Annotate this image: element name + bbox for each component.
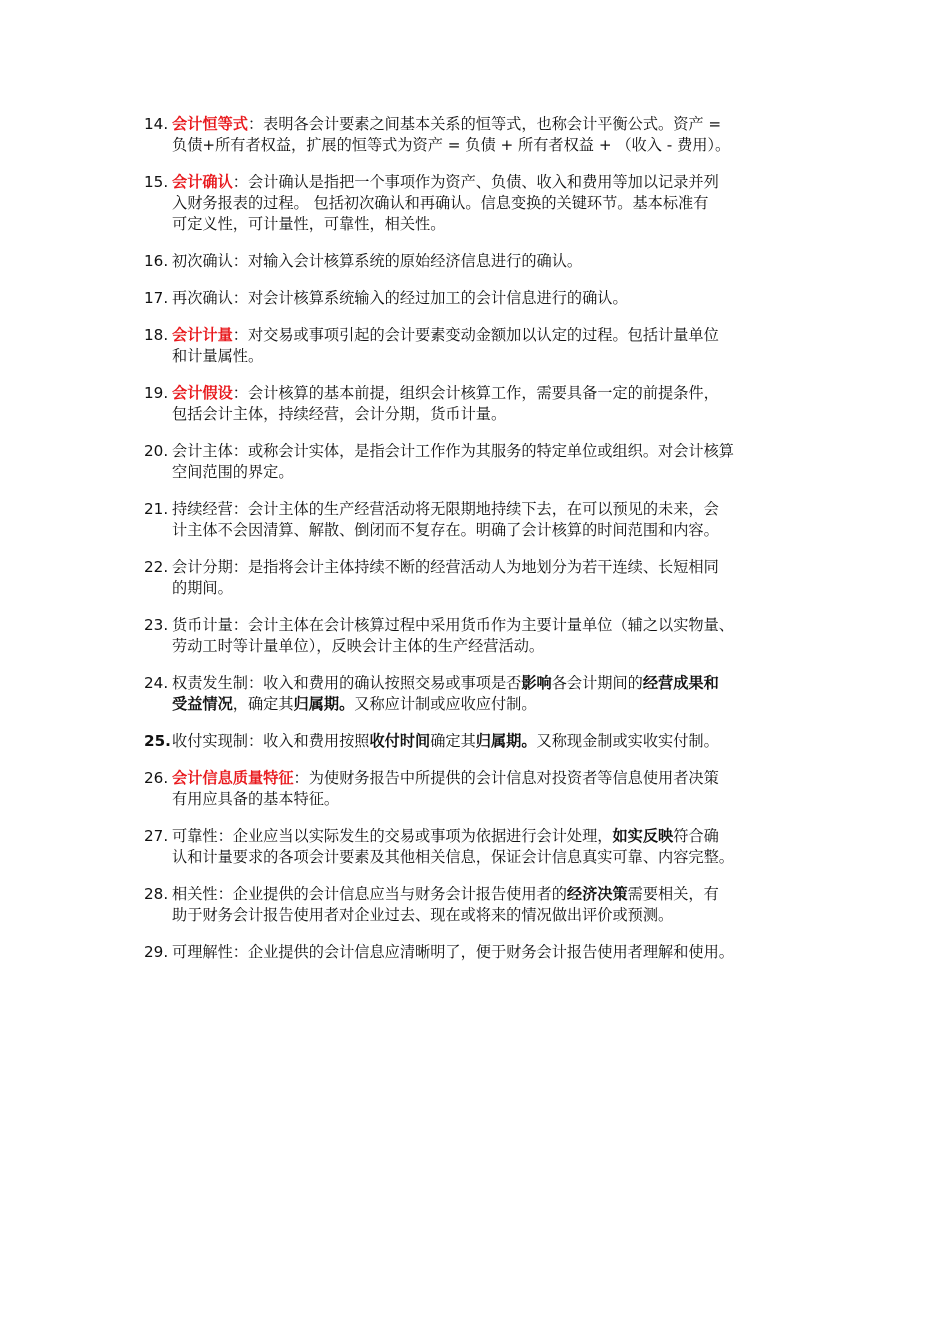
text-segment: 入财务报表的过程。 包括初次确认和再确认。信息变换的关键环节。基本标准有: [172, 194, 709, 212]
bold-emphasis: 归属期。: [293, 695, 355, 713]
list-item: [144, 884, 834, 926]
item-number: 23.: [144, 616, 169, 634]
list-item: [144, 441, 834, 483]
item-number: 16.: [144, 252, 169, 270]
text-line: [172, 346, 834, 367]
text-line: [172, 615, 834, 636]
list-item: [144, 557, 834, 599]
text-segment: 负债+所有者权益，扩展的恒等式为资产 = 负债 + 所有者权益 + （收入 - 费用）。: [172, 136, 731, 154]
text-line: [172, 826, 834, 847]
definition-list: [144, 114, 834, 979]
text-line: [172, 768, 834, 789]
text-segment: 权责发生制：收入和费用的确认按照交易或事项是否: [172, 674, 522, 692]
text-line: [172, 578, 834, 599]
list-item: [144, 288, 834, 309]
term-highlight: 会计信息质量特征: [172, 769, 294, 787]
text-line: [172, 193, 834, 214]
text-segment: 包括会计主体，持续经营，会计分期，货币计量。: [172, 405, 507, 423]
list-item: [144, 251, 834, 272]
item-number: 29.: [144, 943, 169, 961]
item-number: 22.: [144, 558, 169, 576]
text-line: [172, 325, 834, 346]
item-number: 14.: [144, 115, 169, 133]
text-line: [172, 288, 834, 309]
text-segment: 助于财务会计报告使用者对企业过去、现在或将来的情况做出评价或预测。: [172, 906, 674, 924]
list-item: [144, 942, 834, 963]
text-segment: 会计分期：是指将会计主体持续不断的经营活动人为地划分为若干连续、长短相同: [172, 558, 719, 576]
list-item: [144, 731, 834, 752]
item-number: 24.: [144, 674, 169, 692]
term-highlight: 会计恒等式: [172, 115, 248, 133]
text-segment: 货币计量：会计主体在会计核算过程中采用货币作为主要计量单位（辅之以实物量、: [172, 616, 734, 634]
list-item: [144, 172, 834, 235]
text-line: [172, 172, 834, 193]
text-line: [172, 942, 834, 963]
text-line: [172, 673, 834, 694]
item-number: 28.: [144, 885, 169, 903]
text-line: [172, 847, 834, 868]
term-highlight: 会计假设: [172, 384, 233, 402]
text-line: [172, 636, 834, 657]
item-number: 21.: [144, 500, 169, 518]
term-highlight: 会计确认: [172, 173, 233, 191]
list-item: [144, 114, 834, 156]
text-line: [172, 789, 834, 810]
list-item: [144, 673, 834, 715]
text-line: [172, 884, 834, 905]
item-number: 19.: [144, 384, 169, 402]
text-segment: 可靠性：企业应当以实际发生的交易或事项为依据进行会计处理，: [172, 827, 613, 845]
text-line: [172, 404, 834, 425]
text-segment: 再次确认：对会计核算系统输入的经过加工的会计信息进行的确认。: [172, 289, 628, 307]
text-segment: 计主体不会因清算、解散、倒闭而不复存在。明确了会计核算的时间范围和内容。: [172, 521, 719, 539]
item-number: 20.: [144, 442, 169, 460]
text-segment: ：会计核算的基本前提，组织会计核算工作，需要具备一定的前提条件，: [232, 384, 719, 402]
text-segment: 又称应计制或应收应付制。: [354, 695, 537, 713]
text-segment: 的期间。: [172, 579, 233, 597]
text-segment: ，确定其: [232, 695, 294, 713]
text-segment: 需要相关，有: [627, 885, 719, 903]
item-number: 26.: [144, 769, 169, 787]
text-segment: 初次确认：对输入会计核算系统的原始经济信息进行的确认。: [172, 252, 583, 270]
text-segment: 和计量属性。: [172, 347, 264, 365]
text-segment: ：会计确认是指把一个事项作为资产、负债、收入和费用等加以记录并列: [232, 173, 719, 191]
item-number: 15.: [144, 173, 169, 191]
text-segment: 可定义性，可计量性，可靠性，相关性。: [172, 215, 446, 233]
text-line: [172, 557, 834, 578]
text-line: [172, 462, 834, 483]
text-line: [172, 135, 834, 156]
list-item: [144, 826, 834, 868]
bold-emphasis: 如实反映: [612, 827, 674, 845]
text-segment: ：表明各会计要素之间基本关系的恒等式，也称会计平衡公式。资产 =: [247, 115, 722, 133]
text-segment: 空间范围的界定。: [172, 463, 294, 481]
text-line: [172, 383, 834, 404]
term-highlight: 会计计量: [172, 326, 233, 344]
item-number: 17.: [144, 289, 169, 307]
bold-emphasis: 经济决策: [566, 885, 628, 903]
text-line: [172, 214, 834, 235]
text-segment: 各会计期间的: [551, 674, 643, 692]
text-segment: 相关性：企业提供的会计信息应当与财务会计报告使用者的: [172, 885, 567, 903]
text-segment: ：对交易或事项引起的会计要素变动金额加以认定的过程。包括计量单位: [232, 326, 719, 344]
bold-emphasis: 归属期。: [475, 732, 537, 750]
text-segment: ：为使财务报告中所提供的会计信息对投资者等信息使用者决策: [293, 769, 719, 787]
text-line: [172, 520, 834, 541]
text-segment: 劳动工时等计量单位），反映会计主体的生产经营活动。: [172, 637, 545, 655]
list-item: [144, 325, 834, 367]
text-segment: 有用应具备的基本特征。: [172, 790, 340, 808]
text-line: [172, 905, 834, 926]
text-segment: 可理解性：企业提供的会计信息应清晰明了，便于财务会计报告使用者理解和使用。: [172, 943, 734, 961]
text-line: [172, 251, 834, 272]
text-line: [172, 441, 834, 462]
item-number: 18.: [144, 326, 169, 344]
text-segment: 认和计量要求的各项会计要素及其他相关信息，保证会计信息真实可靠、内容完整。: [172, 848, 734, 866]
text-segment: 又称现金制或实收实付制。: [536, 732, 719, 750]
text-line: [172, 499, 834, 520]
bold-emphasis: 收付时间: [369, 732, 431, 750]
list-item: [144, 768, 834, 810]
list-item: [144, 615, 834, 657]
bold-emphasis: 受益情况: [172, 695, 233, 713]
item-number: 25.: [144, 732, 171, 750]
text-line: [172, 114, 834, 135]
text-line: [172, 694, 834, 715]
text-segment: 收付实现制：收入和费用按照: [172, 732, 370, 750]
text-line: [172, 731, 834, 752]
item-number: 27.: [144, 827, 169, 845]
text-segment: 符合确: [673, 827, 719, 845]
bold-emphasis: 经营成果和: [642, 674, 719, 692]
text-segment: 会计主体：或称会计实体，是指会计工作作为其服务的特定单位或组织。对会计核算: [172, 442, 734, 460]
text-segment: 确定其: [430, 732, 476, 750]
bold-emphasis: 影响: [521, 674, 552, 692]
list-item: [144, 383, 834, 425]
text-segment: 持续经营：会计主体的生产经营活动将无限期地持续下去，在可以预见的未来，会: [172, 500, 719, 518]
list-item: [144, 499, 834, 541]
